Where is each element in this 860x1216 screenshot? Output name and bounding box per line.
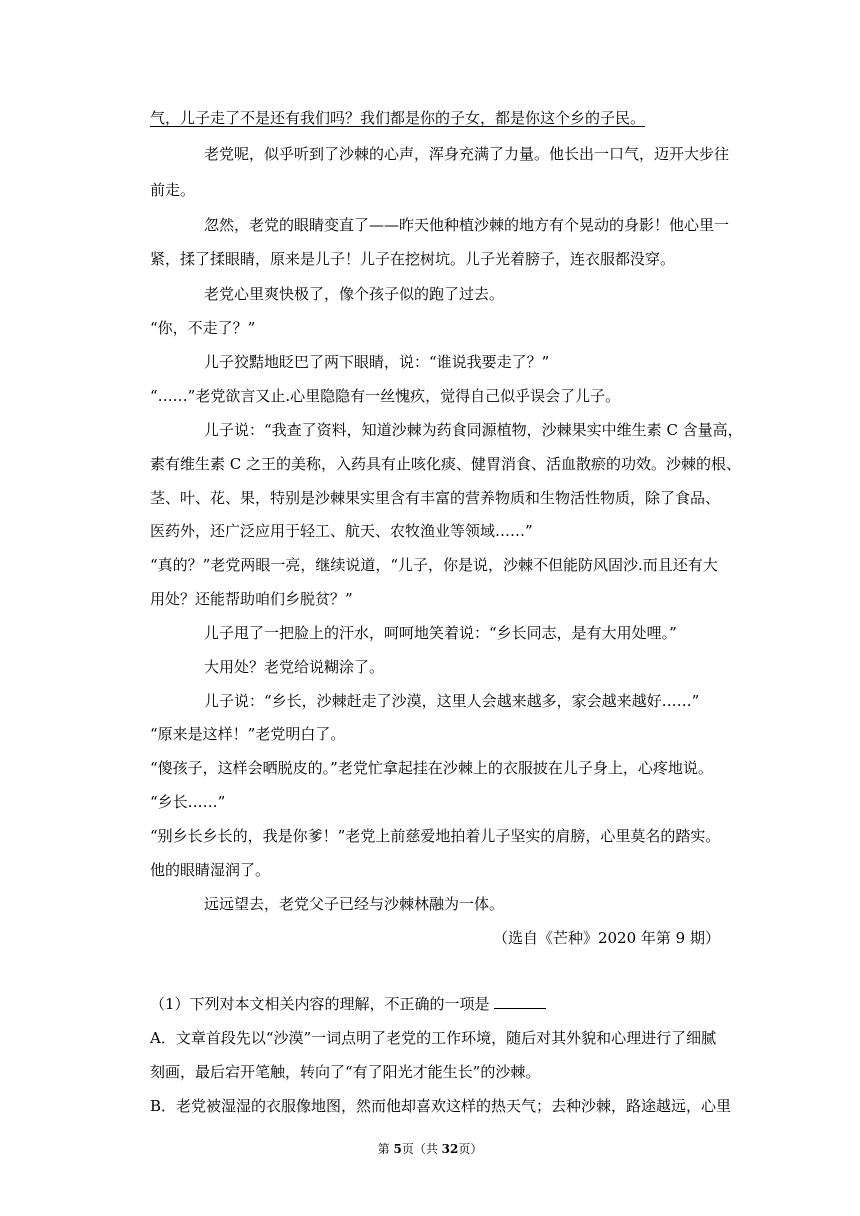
footer-prefix: 第 [377,1142,394,1156]
text-line: 用处？还能帮助咱们乡脱贫？” [150,590,353,608]
question-stem-text: （1）下列对本文相关内容的理解，不正确的一项是 [150,995,490,1013]
text-line: “原来是这样！”老党明白了。 [150,725,346,743]
footer-middle: 页（共 [401,1142,442,1156]
text-line: 儿子狡黠地眨巴了两下眼睛，说：“谁说我要走了？” [204,353,550,371]
total-pages: 32 [441,1142,459,1156]
option-b: B．老党被湿湿的衣服像地图，然而他却喜欢这样的热天气；去种沙棘，路途越远，心里 [150,1097,732,1115]
text-line: 紧，揉了揉眼睛，原来是儿子！儿子在挖树坑。儿子光着膀子，连衣服都没穿。 [150,250,676,268]
text-line: 忽然，老党的眼睛变直了——昨天他种植沙棘的地方有个晃动的身影！他心里一 [204,216,730,234]
text-line: 远远望去，老党父子已经与沙棘林融为一体。 [204,895,505,913]
text-line: “真的？”老党两眼一亮，继续说道，“儿子，你是说，沙棘不但能防风固沙.而且还有大 [150,556,718,574]
text-line: 儿子说：“我查了资料，知道沙棘为药食同源植物，沙棘果实中维生素 C 含量高， [204,421,743,439]
text-line: 茎、叶、花、果，特别是沙棘果实里含有丰富的营养物质和生物活性物质，除了食品、 [150,489,721,507]
text-line: 素有维生素 C 之王的美称，入药具有止咳化痰、健胃消食、活血散瘀的功效。沙棘的根、 [150,455,742,473]
text-line: 儿子说：“乡长，沙棘赶走了沙漠，这里人会越来越多，家会越来越好……” [204,692,700,710]
text-line: 医药外，还广泛应用于轻工、航天、农牧渔业等领域……” [150,522,533,540]
page-footer [0,1141,860,1157]
text-line: 老党呢，似乎听到了沙棘的心声，浑身充满了力量。他长出一口气，迈开大步往 [204,145,730,163]
option-a: A．文章首段先以“沙漠”一词点明了老党的工作环境，随后对其外貌和心理进行了细腻 [150,1029,717,1047]
text-line: “你，不走了？” [150,319,256,337]
text-line: 他的眼睛湿润了。 [150,861,271,879]
text-line: “……”老党欲言又止.心里隐隐有一丝愧疚，觉得自己似乎误会了儿子。 [150,387,621,405]
answer-blank [494,994,546,1009]
text-line: 儿子甩了一把脸上的汗水，呵呵地笑着说：“乡长同志，是有大用处哩。” [204,624,677,642]
text-line: “乡长……” [150,793,226,811]
text-line: 大用处？老党给说糊涂了。 [204,658,385,676]
text-line: 老党心里爽快极了，像个孩子似的跑了过去。 [204,285,505,303]
source-citation: （选自《芒种》2020 年第 9 期） [492,929,720,947]
text-line: “别乡长乡长的，我是你爹！”老党上前慈爱地拍着儿子坚实的肩膀，心里莫名的踏实。 [150,827,721,845]
text-line: 前走。 [150,181,196,199]
text-line: “傻孩子，这样会晒脱皮的。”老党忙拿起挂在沙棘上的衣服披在儿子身上，心疼地说。 [150,759,713,777]
footer-suffix: 页） [458,1142,483,1156]
text-line: 气，儿子走了不是还有我们吗？我们都是你的子女，都是你这个乡的子民。 [150,109,646,127]
option-a-cont: 刻画，最后宕开笔触，转向了“有了阳光才能生长”的沙棘。 [150,1063,541,1081]
page-number: 5 [393,1142,402,1156]
question-stem [150,994,732,1014]
